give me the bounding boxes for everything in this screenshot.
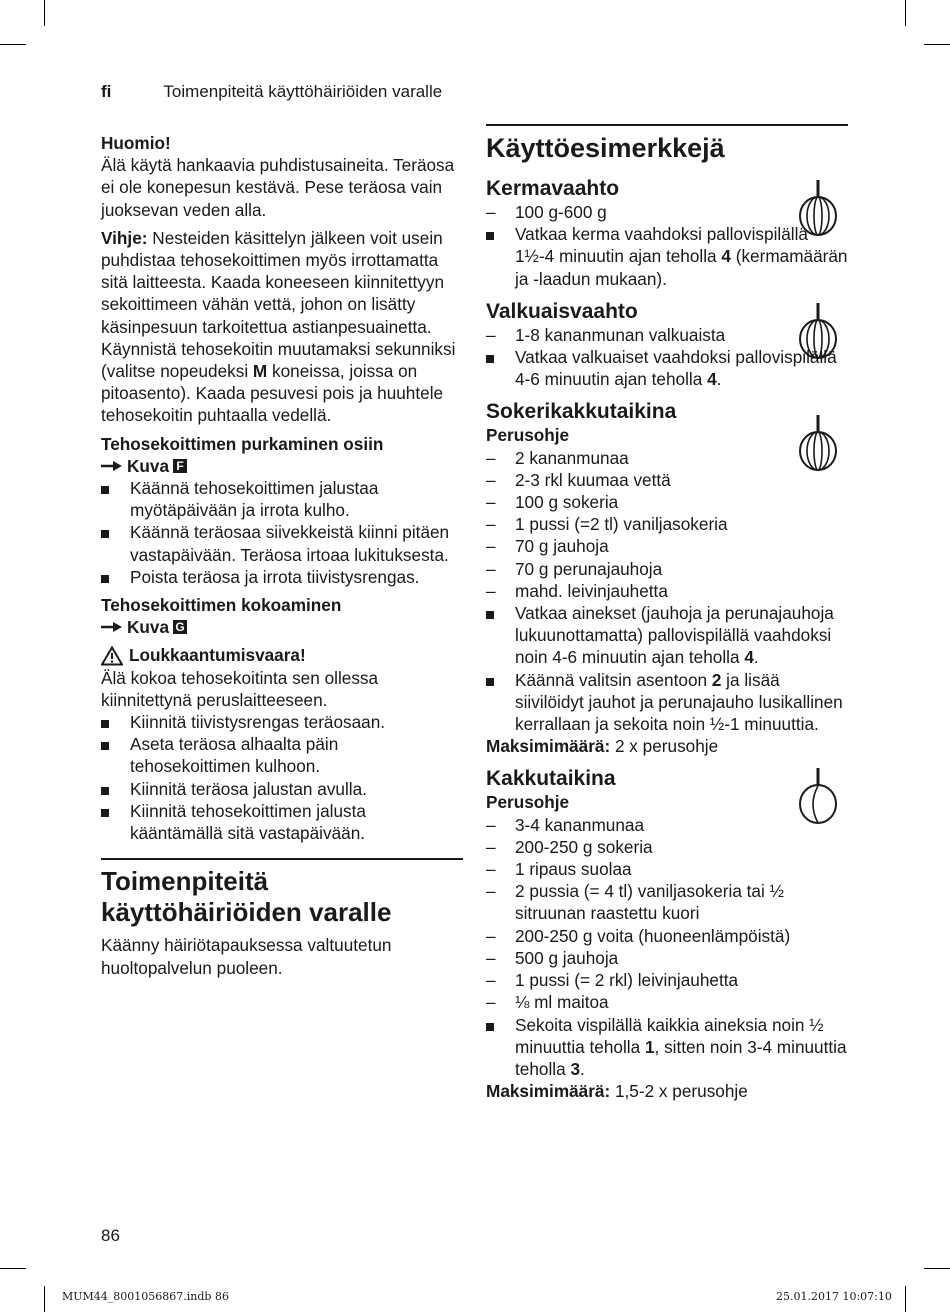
bullet-square-icon xyxy=(486,678,494,686)
recipe-title: Sokerikakkutaikina xyxy=(486,400,677,424)
list-item: – 2 kananmunaa xyxy=(486,447,629,468)
recipe-title: Kermavaahto xyxy=(486,177,620,200)
language-code: fi xyxy=(101,82,112,101)
bullet-square-icon xyxy=(486,611,494,619)
header-title: Toimenpiteitä käyttöhäiriöiden varalle xyxy=(163,82,443,101)
bullet-square-icon xyxy=(101,742,109,750)
ingredient-list xyxy=(486,324,848,391)
warning-triangle-icon xyxy=(101,646,123,666)
figure-badge: F xyxy=(173,459,187,473)
list-item: Vatkaa ainekset (jauhoja ja perunajauhoja lukuunottamatta) pallovispilällä vaahdoksi noin 4-6 minuutin ajan teholla 4. xyxy=(486,602,848,669)
section-rule xyxy=(486,124,848,126)
right-column xyxy=(486,124,848,1102)
list-item: – 100 g-600 g xyxy=(486,202,607,222)
list-item: – 70 g jauhoja xyxy=(486,536,609,557)
tip-label: Vihje: xyxy=(101,227,148,248)
list-item: Kiinnitä teräosa jalustan avulla. xyxy=(101,778,463,800)
bullet-square-icon xyxy=(101,787,109,795)
list-item: Vatkaa kerma vaahdoksi pallovispilällä 1½-4 minuutin ajan teholla 4 (kermamäärän ja -laadun mukaan). xyxy=(486,223,848,290)
troubleshooting-title: Toimenpiteitä käyttöhäiriöiden varalle xyxy=(101,866,392,928)
crop-mark xyxy=(905,1286,906,1312)
page-number: 86 xyxy=(101,1226,120,1245)
warning-text: Älä kokoa tehosekoitinta sen ollessa kiinnitettynä peruslaitteeseen. xyxy=(101,667,379,710)
troubleshooting-section xyxy=(101,858,463,978)
crop-mark xyxy=(924,1268,950,1269)
crop-mark xyxy=(0,44,26,45)
figure-badge: G xyxy=(173,620,187,634)
bullet-square-icon xyxy=(486,355,494,363)
list-item: – 1-8 kananmunan valkuaista xyxy=(486,324,726,345)
crop-mark xyxy=(905,0,906,26)
bullet-square-icon xyxy=(101,486,109,494)
troubleshooting-text: Käänny häiriötapauksessa valtuutetun huoltopalvelun puoleen. xyxy=(101,935,392,978)
list-item: – 200-250 g voita (huoneenlämpöistä) xyxy=(486,925,791,946)
arrow-right-icon xyxy=(101,616,127,638)
crop-mark xyxy=(924,44,950,45)
list-item: – 2-3 rkl kuumaa vettä xyxy=(486,469,671,490)
list-item: Vatkaa valkuaiset vaahdoksi pallovispilällä 4-6 minuutin ajan teholla 4. xyxy=(486,346,848,390)
recipe-title: Kakkutaikina xyxy=(486,767,616,791)
bullet-square-icon xyxy=(486,1023,494,1031)
list-item: Kiinnitä tiivistysrengas teräosaan. xyxy=(101,711,463,733)
figure-reference: Kuva F xyxy=(101,455,463,477)
recipe-subtitle: Perusohje xyxy=(486,792,570,813)
list-item: – 2 pussia (= 4 tl) vaniljasokeria tai ½ sitruunan raastettu kuori xyxy=(486,881,784,924)
list-item: – 3-4 kananmunaa xyxy=(486,814,644,835)
warning-heading: Loukkaantumisvaara! xyxy=(101,644,463,666)
ingredient-list xyxy=(486,201,848,290)
note-text: Älä käytä hankaavia puhdistusaineita. Teräosa ei ole konepesun kestävä. Pese teräosa vain juoksevan veden alla. xyxy=(101,155,455,220)
bullet-square-icon xyxy=(101,809,109,817)
bullet-square-icon xyxy=(486,232,494,240)
recipe-egg-white-foam xyxy=(486,299,848,391)
bullet-square-icon xyxy=(101,530,109,538)
tip-paragraph: Vihje: Nesteiden käsittelyn jälkeen voit usein puhdistaa tehosekoittimen myös irrottamatta sitä laitteesta. Kaada koneeseen kiinnitettyyn sekoittimeen vähän vettä, johon on lisätty käsinpesuun tarkoitettua astianpesuainetta. Käynnistä tehosekoitin muutamaksi sekunniksi (valitse nopeudeksi M koneissa, joissa on pitoasento). Kaada pesuvesi pois ja huuhtele tehosekoitin puhtaalla vedellä. xyxy=(101,227,456,426)
disassembly-title: Tehosekoittimen purkaminen osiin xyxy=(101,433,384,454)
list-item: – 1 ripaus suolaa xyxy=(486,859,632,880)
running-header xyxy=(101,82,442,102)
crop-mark xyxy=(44,1286,45,1312)
recipe-cake-batter xyxy=(486,766,848,1102)
bullet-square-icon xyxy=(101,575,109,583)
figure-reference: Kuva G xyxy=(101,616,463,638)
max-amount: Maksimimäärä: 1,5-2 x perusohje xyxy=(486,1081,748,1102)
list-item: – 100 g sokeria xyxy=(486,492,619,513)
note-title: Huomio! xyxy=(101,133,171,153)
list-item: – 500 g jauhoja xyxy=(486,947,619,968)
recipe-sponge-cake xyxy=(486,399,848,757)
section-rule xyxy=(101,858,463,860)
list-item: Aseta teräosa alhaalta päin tehosekoittimen kulhoon. xyxy=(101,733,463,777)
list-item: – 1 pussi (= 2 rkl) leivinjauhetta xyxy=(486,970,739,991)
crop-mark xyxy=(0,1268,26,1269)
assembly-steps xyxy=(101,711,463,844)
examples-title: Käyttöesimerkkejä xyxy=(486,133,725,163)
ingredient-list xyxy=(486,447,848,736)
left-column xyxy=(101,132,463,979)
arrow-right-icon xyxy=(101,455,127,477)
disassembly-steps xyxy=(101,477,463,588)
list-item: – mahd. leivinjauhetta xyxy=(486,580,668,601)
print-timestamp: 25.01.2017 10:07:10 xyxy=(776,1290,892,1303)
recipe-subtitle: Perusohje xyxy=(486,425,570,446)
list-item: Poista teräosa ja irrota tiivistysrengas. xyxy=(101,566,463,588)
list-item: Sekoita vispilällä kaikkia aineksia noin ½ minuuttia teholla 1, sitten noin 3-4 minuuttia teholla 3. xyxy=(486,1014,848,1081)
list-item: – 1 pussi (=2 tl) vaniljasokeria xyxy=(486,514,728,535)
list-item: – 70 g perunajauhoja xyxy=(486,558,663,579)
list-item: – ⅛ ml maitoa xyxy=(486,992,609,1013)
bullet-square-icon xyxy=(101,720,109,728)
list-item: Käännä tehosekoittimen jalustaa myötäpäivään ja irrota kulho. xyxy=(101,477,463,521)
recipe-whipped-cream xyxy=(486,176,848,290)
assembly-title: Tehosekoittimen kokoaminen xyxy=(101,595,342,616)
ingredient-list xyxy=(486,814,848,1080)
crop-mark xyxy=(44,0,45,26)
list-item: Kiinnitä tehosekoittimen jalusta kääntämällä sitä vastapäivään. xyxy=(101,800,463,844)
recipe-title: Valkuaisvaahto xyxy=(486,299,638,323)
list-item: Käännä valitsin asentoon 2 ja lisää siivilöidyt jauhot ja perunajauho lusikallinen kerrallaan ja sekoita noin ½-1 minuuttia. xyxy=(486,669,848,736)
list-item: – 200-250 g sokeria xyxy=(486,836,653,857)
file-info: MUM44_8001056867.indb 86 xyxy=(62,1290,229,1303)
list-item: Käännä teräosaa siivekkeistä kiinni pitäen vastapäivään. Teräosa irtoaa lukituksesta. xyxy=(101,521,463,565)
max-amount: Maksimimäärä: 2 x perusohje xyxy=(486,736,719,757)
